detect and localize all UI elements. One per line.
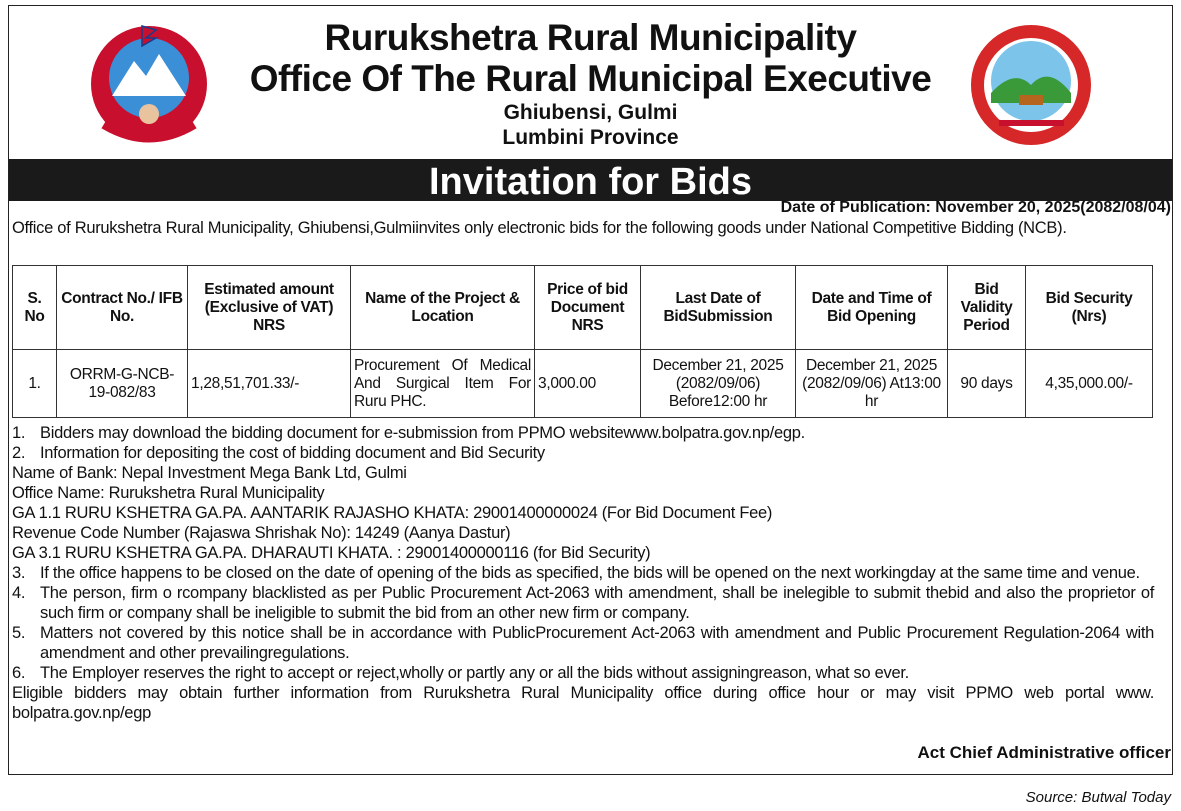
office-name-line: Office Name: Rurukshetra Rural Municipality <box>12 484 325 502</box>
cell-sno: 1. <box>13 350 57 418</box>
nepal-emblem-logo <box>84 16 214 151</box>
cell-validity: 90 days <box>948 350 1026 418</box>
cell-opening: December 21, 2025 (2082/09/06) At13:00 hr <box>796 350 948 418</box>
intro-paragraph: Office of Rurukshetra Rural Municipality, Ghiubensi,Gulmiinvites only electronic bids for the following goods under National Competitive Bidding (NCB). <box>12 219 1067 237</box>
table-header-row <box>13 266 1153 350</box>
municipality-name: Rurukshetra Rural Municipality <box>324 17 857 58</box>
header <box>9 6 1172 159</box>
publication-date: Date of Publication: November 20, 2025(2082/08/04) <box>780 199 1171 216</box>
col-sno: S. No <box>13 266 57 350</box>
cell-price: 3,000.00 <box>535 350 641 418</box>
note-item: 1. Bidders may download the bidding document for e-submission from PPMO websitewww.bolpatra.gov.np/egp. <box>12 424 805 442</box>
province-line: Lumbini Province <box>502 126 679 149</box>
cell-project: Procurement Of Medical And Surgical Item For Ruru PHC. <box>351 350 535 418</box>
col-opening: Date and Time of Bid Opening <box>796 266 948 350</box>
bank-name: Name of Bank: Nepal Investment Mega Bank Ltd, Gulmi <box>12 464 407 482</box>
address-line: Ghiubensi, Gulmi <box>503 101 678 124</box>
note-item: 2. Information for depositing the cost of bidding document and Bid Security <box>12 444 545 462</box>
cell-security: 4,35,000.00/- <box>1026 350 1153 418</box>
office-name: Office Of The Rural Municipal Executive <box>249 58 932 99</box>
document-title: Invitation for Bids <box>9 159 1172 201</box>
col-last-date: Last Date of BidSubmission <box>641 266 796 350</box>
note-item: 5. Matters not covered by this notice shall be in accordance with PublicProcurement Act-2063 with amendment and Public Procurement Regulation-2064 with amendment and other prevailingregulations. <box>12 624 1154 662</box>
col-price: Price of bid Document NRS <box>535 266 641 350</box>
bid-table <box>12 265 1153 418</box>
municipality-logo <box>969 23 1094 148</box>
note-item: 4. The person, firm o rcompany blacklisted as per Public Procurement Act-2063 with amendment, shall be inelegible to submit thebid and also the proprietor of such firm or company shall be ineligible to submit the bid from an other new firm or company. <box>12 584 1154 622</box>
col-contract: Contract No./ IFB No. <box>57 266 188 350</box>
account-fee: GA 1.1 RURU KSHETRA GA.PA. AANTARIK RAJASHO KHATA: 29001400000024 (For Bid Document Fee) <box>12 504 773 522</box>
cell-last-date: December 21, 2025 (2082/09/06) Before12:00 hr <box>641 350 796 418</box>
closing-info: Eligible bidders may obtain further information from Rurukshetra Rural Municipality office during office hour or may visit PPMO web portal www. bolpatra.gov.np/egp <box>12 684 1154 722</box>
col-project: Name of the Project & Location <box>351 266 535 350</box>
notes-list <box>12 423 1154 723</box>
note-item: 6. The Employer reserves the right to accept or reject,wholly or partly any or all the bids without assigningreason, what so ever. <box>12 664 909 682</box>
cell-contract: ORRM-G-NCB-19-082/83 <box>57 350 188 418</box>
account-security: GA 3.1 RURU KSHETRA GA.PA. DHARAUTI KHATA. : 29001400000116 (for Bid Security) <box>12 544 651 562</box>
table-row <box>13 350 1153 418</box>
source-credit: Source: Butwal Today <box>1025 789 1171 806</box>
signatory: Act Chief Administrative officer <box>917 743 1171 762</box>
note-item: 3. If the office happens to be closed on the date of opening of the bids as specified, the bids will be opened on the next workingday at the same time and venue. <box>12 564 1140 582</box>
col-estimate: Estimated amount (Exclusive of VAT) NRS <box>188 266 351 350</box>
cell-estimate: 1,28,51,701.33/- <box>188 350 351 418</box>
col-validity: Bid Validity Period <box>948 266 1026 350</box>
revenue-code: Revenue Code Number (Rajaswa Shrishak No): 14249 (Aanya Dastur) <box>12 524 511 542</box>
col-security: Bid Security (Nrs) <box>1026 266 1153 350</box>
